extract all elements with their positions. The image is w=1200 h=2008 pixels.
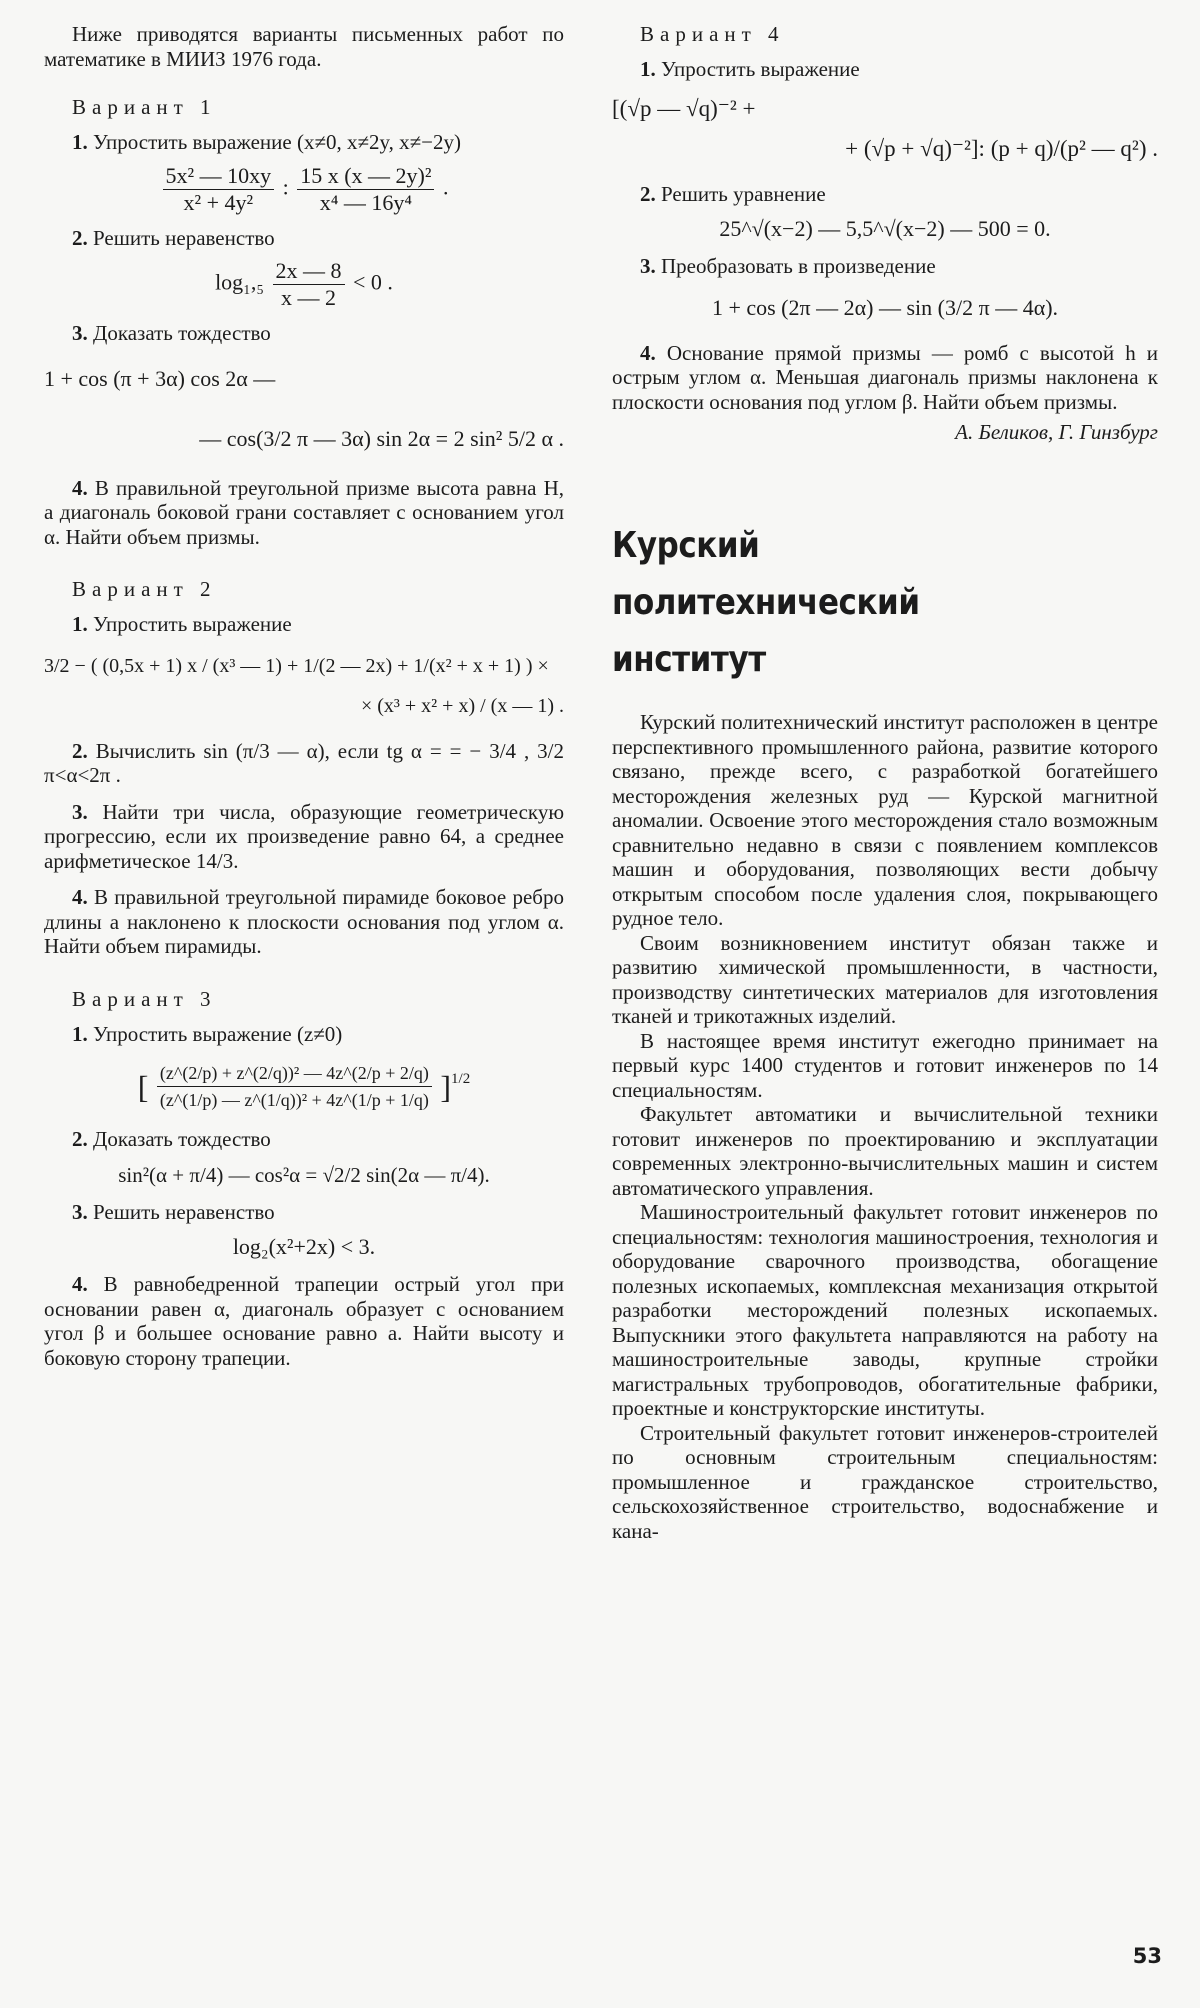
section-paragraph-2: Своим возникновением институт обязан также и развитию химической промышленности, в частности, производству синтетических материалов для изготовления тканей и трикотажных изделий. bbox=[612, 930, 1158, 1028]
variant3-formula2: sin²(α + π/4) — cos²α = √2/2 sin(2α — π/4). bbox=[118, 1162, 490, 1187]
denominator: x⁴ — 16y⁴ bbox=[297, 189, 434, 216]
task-number: 2. bbox=[640, 181, 656, 206]
section-paragraph-3: В настоящее время институт ежегодно принимает на первый курс 1400 студентов и готовит инженеров по 14 специальностям. bbox=[612, 1028, 1158, 1102]
task-text: Решить неравенство bbox=[93, 1199, 275, 1224]
variant4-task4 bbox=[612, 341, 1158, 415]
section-paragraph-4: Факультет автоматики и вычислительной техники готовит инженеров по проектированию и эксплуатации современных электронно-вычислительных машин и систем автоматического управления. bbox=[612, 1102, 1158, 1200]
task-text: Упростить выражение bbox=[93, 612, 292, 636]
variant3-title: Вариант 3 bbox=[72, 986, 217, 1011]
task-text: Доказать тождество bbox=[93, 1127, 271, 1151]
variant4-formula1-line1: [(√p — √q)⁻² + bbox=[612, 95, 756, 121]
section-paragraph-1: Курский политехнический институт расположен в центре перспективного промышленного района, развитие которого связано, прежде всего, с разработкой богатейшего месторождения железных руд — Курской магнитной аномалии. Освоение этого месторождения стало возможным сравнительно недавно в связи с появлением комплексов машин и оборудования, позволяющих вести добычу открытым способом после удаления слоя, покрывающего рудное тело. bbox=[612, 710, 1158, 930]
variant2-title: Вариант 2 bbox=[72, 577, 217, 601]
variant2-formula1-line2: × (x³ + x² + x) / (x — 1) . bbox=[360, 694, 564, 717]
task-number: 2. bbox=[72, 225, 88, 250]
task-number: 3. bbox=[72, 1199, 88, 1224]
task-text: Найти три числа, образующие геометрическую прогрессию, если их произведение равно 64, а среднее арифметическое 14/3. bbox=[44, 799, 565, 873]
variant2-task2 bbox=[44, 739, 564, 788]
variant2-task3 bbox=[44, 800, 564, 874]
heading-line: политехнический bbox=[612, 582, 920, 623]
task-text: В равнобедренной трапеции острый угол при основании равен α, диагональ образует с основанием угол β и большее основание равно a. Найти высоту и боковую сторону трапеции. bbox=[44, 1272, 564, 1370]
numerator: 5x² — 10xy bbox=[165, 162, 272, 188]
task-number: 3. bbox=[72, 799, 88, 824]
variant3-task3 bbox=[44, 1200, 564, 1225]
variant3-formula1 bbox=[44, 1060, 564, 1113]
variant1-title: Вариант 1 bbox=[72, 95, 217, 119]
variant4-task2 bbox=[612, 182, 1158, 207]
task-number: 3. bbox=[640, 254, 656, 278]
numerator: 2x — 8 bbox=[275, 258, 342, 283]
variant4-task1 bbox=[612, 57, 1158, 82]
variant1-task1 bbox=[44, 130, 564, 155]
variant3-task4 bbox=[44, 1272, 564, 1370]
bracket-right: ] bbox=[440, 1068, 452, 1105]
heading-line: Курский bbox=[612, 525, 760, 566]
denominator: x — 2 bbox=[273, 284, 345, 311]
variant2-task1 bbox=[44, 612, 564, 637]
variant3-task1 bbox=[44, 1022, 564, 1047]
variant1-formula3-line1: 1 + cos (π + 3α) cos 2α — bbox=[44, 365, 276, 391]
variant2-task4 bbox=[44, 885, 564, 959]
left-column bbox=[44, 22, 564, 1370]
task-number: 2. bbox=[72, 738, 88, 763]
bracket-left: [ bbox=[137, 1068, 149, 1105]
task-number: 1. bbox=[72, 1021, 88, 1046]
variant4-formula3: 1 + cos (2π — 2α) — sin (3/2 π — 4α). bbox=[711, 294, 1059, 320]
variant4-formula2: 25^√(x−2) — 5,5^√(x−2) — 500 = 0. bbox=[719, 216, 1051, 241]
task-text: Решить уравнение bbox=[661, 181, 826, 206]
inequality-tail: < 0 . bbox=[353, 269, 393, 295]
variant4-task3 bbox=[612, 254, 1158, 279]
fraction bbox=[273, 258, 345, 311]
variant1-task2 bbox=[44, 226, 564, 251]
task-text: Упростить выражение bbox=[661, 57, 860, 81]
task-number: 3. bbox=[72, 321, 88, 345]
task-text: Доказать тождество bbox=[93, 321, 271, 345]
section-paragraph-6: Строительный факультет готовит инженеров-строителей по основным строительным специальностям: промышленное и гражданское строительство, сельскохозяйственное строительство, водоснабжение и кана- bbox=[612, 1420, 1158, 1543]
variant3-task2 bbox=[44, 1127, 564, 1152]
denominator: (z^(1/p) — z^(1/q))² + 4z^(1/p + 1/q) bbox=[157, 1086, 432, 1113]
task-number: 1. bbox=[640, 57, 656, 81]
right-column bbox=[612, 22, 1158, 1543]
variant2-formula1-line1: 3/2 − ( (0,5x + 1) x / (x³ — 1) + 1/(2 — 2x) + 1/(x² + x + 1) ) × bbox=[44, 654, 549, 677]
authors: А. Беликов, Г. Гинзбург bbox=[955, 420, 1158, 444]
variant1-task3 bbox=[44, 321, 564, 346]
numerator: (z^(2/p) + z^(2/q))² — 4z^(2/p + 2/q) bbox=[159, 1063, 429, 1083]
page-number: 53 bbox=[1132, 1944, 1162, 1968]
task-number: 4. bbox=[72, 475, 88, 500]
task-text: Упростить выражение (z≠0) bbox=[93, 1021, 343, 1046]
variant4-formula1-line2: + (√p + √q)⁻²]: (p + q)/(p² — q²) . bbox=[845, 135, 1158, 161]
task-text: В правильной треугольной призме высота равна H, а диагональ боковой грани составляет с основанием угол α. Найти объем призмы. bbox=[44, 475, 565, 549]
task-text: В правильной треугольной пирамиде боковое ребро длины a наклонено к плоскости основания под углом α. Найти объем пирамиды. bbox=[44, 885, 564, 958]
denominator: x² + 4y² bbox=[163, 189, 275, 216]
task-number: 4. bbox=[72, 1272, 88, 1296]
section-heading bbox=[612, 517, 1082, 688]
task-text: Вычислить sin (π/3 — α), если tg α = = − 3/4 , 3/2 π<α<2π . bbox=[44, 738, 565, 787]
intro-paragraph: Ниже приводятся варианты письменных работ по математике в МИИЗ 1976 года. bbox=[44, 22, 564, 71]
task-number: 4. bbox=[72, 885, 88, 909]
variant4-title: Вариант 4 bbox=[640, 22, 785, 46]
variant1-task4 bbox=[44, 476, 564, 550]
task-number: 1. bbox=[72, 130, 88, 154]
variant1-formula3-line2: — cos(3/2 π — 3α) sin 2α = 2 sin² 5/2 α . bbox=[199, 425, 564, 451]
fraction bbox=[157, 1060, 432, 1113]
variant1-formula2 bbox=[44, 258, 564, 311]
numerator: 15 x (x — 2y)² bbox=[300, 162, 432, 188]
task-number: 2. bbox=[72, 1127, 88, 1151]
fraction bbox=[297, 163, 434, 216]
task-number: 4. bbox=[640, 340, 656, 365]
task-text: Решить неравенство bbox=[93, 225, 275, 250]
exponent: 1/2 bbox=[451, 1071, 471, 1088]
variant3-formula3: log₂(x²+2x) < 3. bbox=[232, 1234, 376, 1259]
task-number: 1. bbox=[72, 612, 88, 636]
task-text: Основание прямой призмы — ромб с высотой h и острым углом α. Меньшая диагональ призмы наклонена к плоскости основания под углом β. Найти объем призмы. bbox=[612, 340, 1159, 414]
section-paragraph-5: Машиностроительный факультет готовит инженеров по специальностям: технология машиностроения, технология и оборудование сварочного производства, обогащение полезных ископаемых, комплексная механизация открытой разработки месторождений полезных ископаемых. Выпускники этого факультета направляются на работу на машиностроительные заводы, крупные стройки магистральных трубопроводов, обогатительные фабрики, проектные и конструкторские институты. bbox=[612, 1200, 1158, 1420]
heading-line: институт bbox=[612, 639, 766, 680]
log-base: log₁,₅ bbox=[215, 269, 265, 295]
variant1-formula1: $\frac{\text{5x² — 10xy}}{\text{x² + 4y²}}$ : $\frac{\text{15 x (x — 2y)²}}{\text{x⁴ — 16y⁴}}$ . bbox=[44, 163, 564, 216]
fraction bbox=[163, 163, 275, 216]
task-text: Упростить выражение (x≠0, x≠2y, x≠−2y) bbox=[93, 130, 462, 154]
task-text: Преобразовать в произведение bbox=[661, 254, 936, 278]
